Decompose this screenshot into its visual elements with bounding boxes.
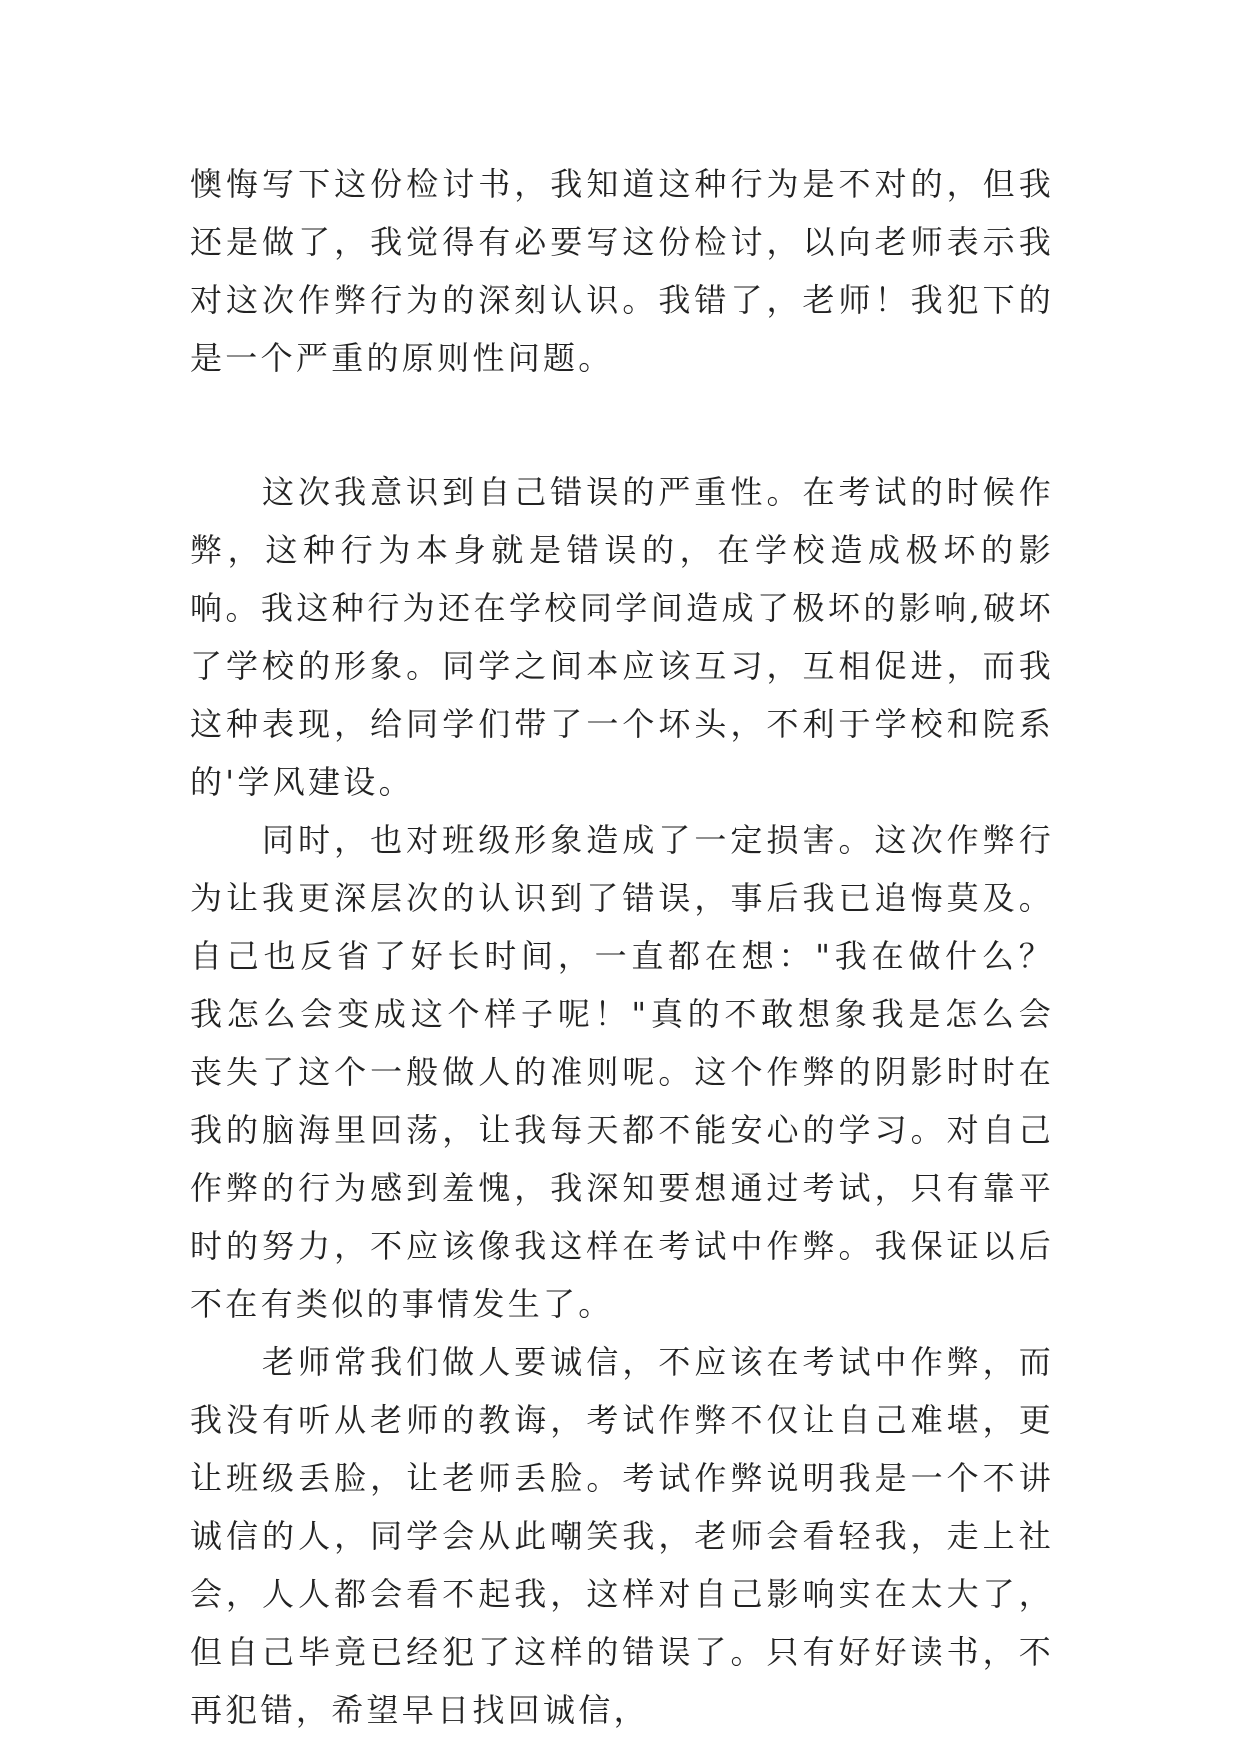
text-block-main [190,463,1054,1739]
paragraph-4: 老师常我们做人要诚信，不应该在考试中作弊，而我没有听从老师的教诲，考试作弊不仅让自己难堪，更让班级丢脸，让老师丢脸。考试作弊说明我是一个不讲诚信的人，同学会从此嘲笑我，老师会看轻我，走上社会，人人都会看不起我，这样对自己影响实在太大了，但自己毕竟已经犯了这样的错误了。只有好好读书，不再犯错，希望早日找回诚信， [190,1343,1054,1729]
paragraph-2: 这次我意识到自己错误的严重性。在考试的时候作弊，这种行为本身就是错误的，在学校造成极坏的影响。我这种行为还在学校同学间造成了极坏的影响,破坏了学校的形象。同学之间本应该互习，互相促进，而我这种表现，给同学们带了一个坏头，不利于学校和院系的'学风建设。 [190,473,1054,801]
paragraph-1: 懊悔写下这份检讨书，我知道这种行为是不对的，但我还是做了，我觉得有必要写这份检讨，以向老师表示我对这次作弊行为的深刻认识。我错了，老师！我犯下的是一个严重的原则性问题。 [190,165,1054,377]
paragraph-3: 同时，也对班级形象造成了一定损害。这次作弊行为让我更深层次的认识到了错误，事后我已追悔莫及。自己也反省了好长时间，一直都在想："我在做什么？我怎么会变成这个样子呢！"真的不敢想象我是怎么会丧失了这个一般做人的准则呢。这个作弊的阴影时时在我的脑海里回荡，让我每天都不能安心的学习。对自己作弊的行为感到羞愧，我深知要想通过考试，只有靠平时的努力，不应该像我这样在考试中作弊。我保证以后不在有类似的事情发生了。 [190,821,1054,1323]
text-block-top [190,155,1054,387]
